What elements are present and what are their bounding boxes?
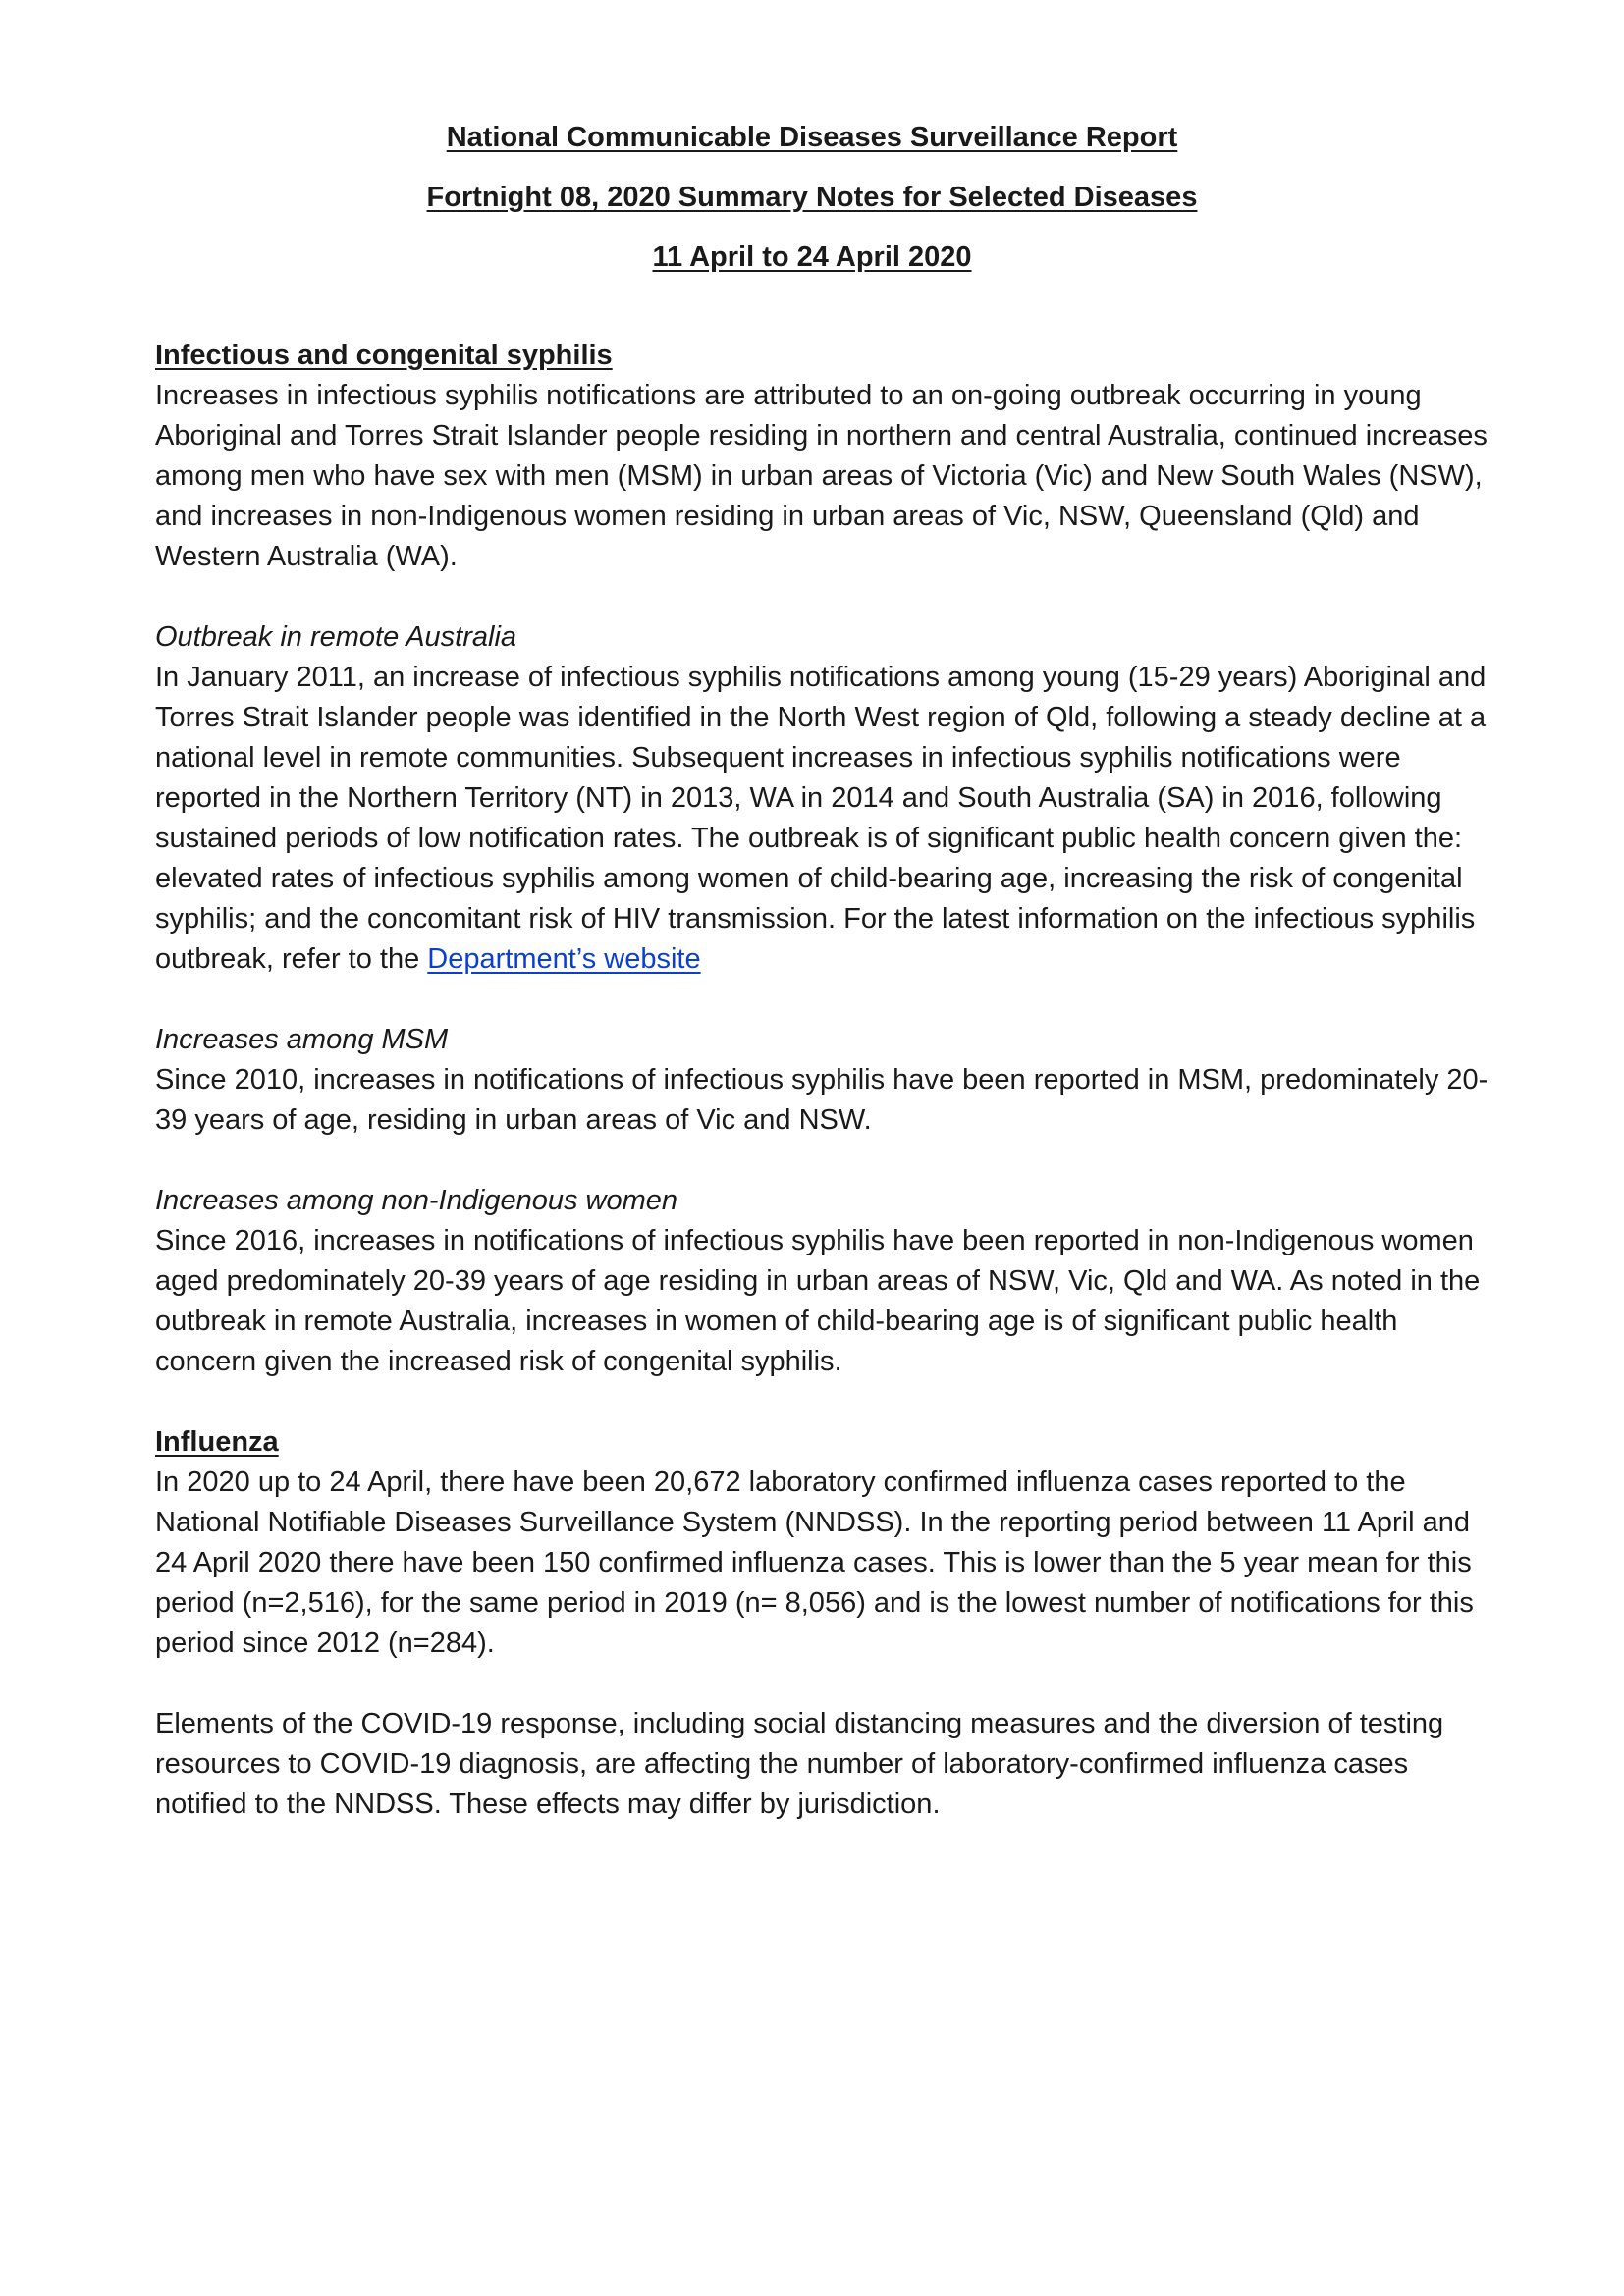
subheading-msm: Increases among MSM — [155, 1024, 449, 1055]
section-heading-influenza: Influenza — [155, 1426, 279, 1458]
spacer — [155, 980, 1490, 1020]
syphilis-intro-paragraph: Increases in infectious syphilis notifications are attributed to an on-going outbreak occurring in young Aboriginal and Torres Strait Islander people residing in northern and central Australia, continued increases among men who have sex with men (MSM) in urban areas of Victoria (Vic) and New South Wales (NSW), and increases in non-Indigenous women residing in urban areas of Vic, NSW, Queensland (Qld) and Western Australia (WA). — [155, 380, 1488, 572]
subheading-non-indigenous-women: Increases among non-Indigenous women — [155, 1185, 677, 1216]
influenza-paragraph-1: In 2020 up to 24 April, there have been 20,672 laboratory confirmed influenza cases reported to the National Notifiable Diseases Surveillance System (NNDSS). In the reporting period between 11 April and 24 April 2020 there have been 150 confirmed influenza cases. This is lower than the 5 year mean for this period (n=2,516), for the same period in 2019 (n= 8,056) and is the lowest number of notifications for this period since 2012 (n=284). — [155, 1467, 1474, 1659]
section-heading-syphilis: Infectious and congenital syphilis — [155, 340, 613, 371]
report-subtitle: Fortnight 08, 2020 Summary Notes for Selected Diseases — [426, 182, 1198, 213]
outbreak-text: In January 2011, an increase of infectious syphilis notifications among young (15-29 years) Aboriginal and Torres Strait Islander people was identified in the North West region of Qld, following a steady decline at a national level in remote communities. Subsequent increases in infectious syphilis notifications were reported in the Northern Territory (NT) in 2013, WA in 2014 and South Australia (SA) in 2016, following sustained periods of low notification rates. The outbreak is of significant public health concern given the: elevated rates of infectious syphilis among women of child-bearing age, increasing the risk of congenital syphilis; and the concomitant risk of HIV transmission. For the latest information on the infectious syphilis outbreak, refer to the — [155, 662, 1487, 975]
report-title: National Communicable Diseases Surveillance Report — [446, 122, 1178, 153]
subheading-outbreak-remote: Outbreak in remote Australia — [155, 621, 517, 653]
report-date-range: 11 April to 24 April 2020 — [652, 241, 972, 273]
spacer — [155, 1382, 1490, 1422]
spacer — [155, 1664, 1490, 1704]
spacer — [155, 1141, 1490, 1181]
influenza-paragraph-2: Elements of the COVID-19 response, including social distancing measures and the diversion of testing resources to COVID-19 diagnosis, are affecting the number of laboratory-confirmed influenza cases notified to the NNDSS. These effects may differ by jurisdiction. — [155, 1708, 1444, 1820]
msm-paragraph: Since 2010, increases in notifications of infectious syphilis have been reported in MSM, predominately 20-39 years of age, residing in urban areas of Vic and NSW. — [155, 1064, 1489, 1136]
report-title-block — [0, 108, 1624, 288]
spacer — [155, 577, 1490, 617]
report-body — [155, 336, 1490, 1825]
department-website-link[interactable]: Department’s website — [427, 943, 701, 975]
outbreak-paragraph — [155, 658, 1490, 980]
women-paragraph: Since 2016, increases in notifications of infectious syphilis have been reported in non-Indigenous women aged predominately 20-39 years of age residing in urban areas of NSW, Vic, Qld and WA. As noted in the outbreak in remote Australia, increases in women of child-bearing age is of significant public health concern given the increased risk of congenital syphilis. — [155, 1225, 1481, 1377]
